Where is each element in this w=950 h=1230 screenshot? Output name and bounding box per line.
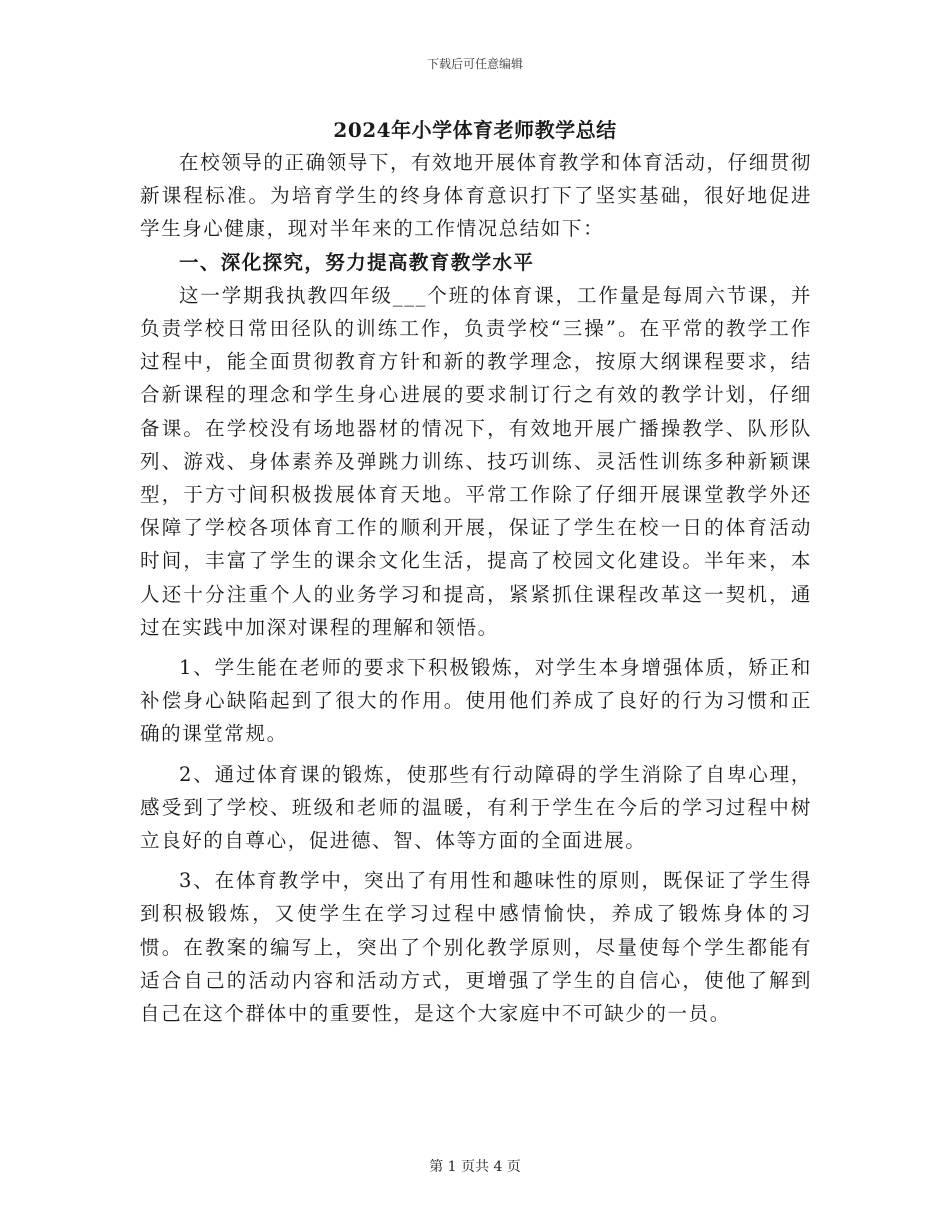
point-2-paragraph: 2、通过体育课的锻炼，使那些有行动障碍的学生消除了自卑心理，感受到了学校、班级和老师的温暖，有利于学生在今后的学习过程中树立良好的自尊心，促进德、智、体等方面的全面进展。 bbox=[140, 762, 812, 853]
document-title: 2024年小学体育老师教学总结 bbox=[333, 118, 617, 142]
section-heading-1: 一、深化探究，努力提高教育教学水平 bbox=[179, 250, 535, 274]
header-note: 下载后可任意编辑 bbox=[426, 57, 523, 71]
intro-paragraph: 在校领导的正确领导下，有效地开展体育教学和体育活动，仔细贯彻新课程标准。为培育学生的终身体育意识打下了坚实基础，很好地促进学生身心健康，现对半年来的工作情况总结如下： bbox=[140, 151, 813, 241]
point-1-paragraph: 1、学生能在老师的要求下积极锻炼，对学生本身增强体质，矫正和补偿身心缺陷起到了很大的作用。使用他们养成了良好的行为习惯和正确的课堂常规。 bbox=[140, 656, 812, 746]
document-body bbox=[140, 146, 812, 1030]
point-3-paragraph: 3、在体育教学中，突出了有用性和趣味性的原则，既保证了学生得到积极锻炼，又使学生在学习过程中感情愉快，养成了锻炼身体的习惯。在教案的编写上，突出了个别化教学原则，尽量使每个学生都能有适合自己的活动内容和活动方式，更增强了学生的自信心，使他了解到自己在这个群体中的重要性，是这个大家庭中不可缺少的一员。 bbox=[140, 869, 812, 1026]
page-number: 第 1 页共 4 页 bbox=[429, 1159, 521, 1175]
section-1-paragraph: 这一学期我执教四年级___个班的体育课，工作量是每周六节课，并负责学校日常田径队的训练工作，负责学校“三操”。在平常的教学工作过程中，能全面贯彻教育方针和新的教学理念，按原大纲课程要求，结合新课程的理念和学生身心进展的要求制订行之有效的教学计划，仔细备课。在学校没有场地器材的情况下，有效地开展广播操教学、队形队列、游戏、身体素养及弹跳力训练、技巧训练、灵活性训练多种新颖课型，于方寸间积极拨展体育天地。平常工作除了仔细开展课堂教学外还保障了学校各项体育工作的顺利开展，保证了学生在校一日的体育活动时间，丰富了学生的课余文化生活，提高了校园文化建设。半年来，本人还十分注重个人的业务学习和提高，紧紧抓住课程改革这一契机，通过在实践中加深对课程的理解和领悟。 bbox=[140, 283, 812, 639]
